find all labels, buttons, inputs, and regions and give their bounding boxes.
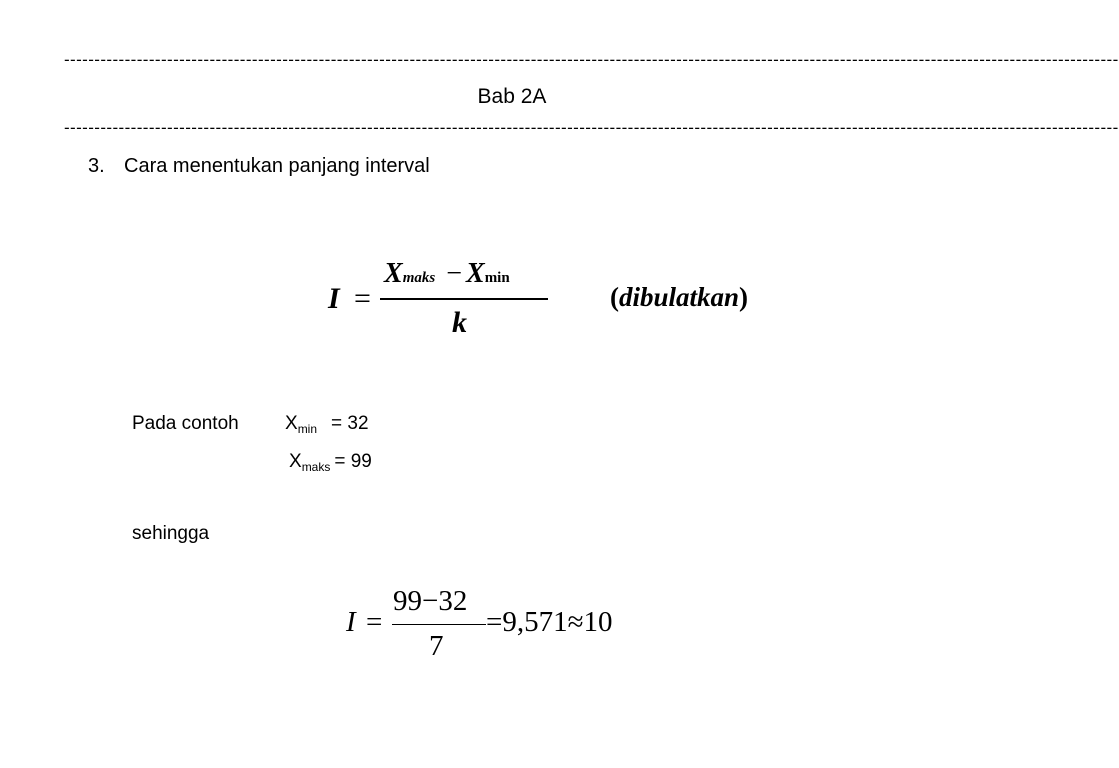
formula-denominator: k	[452, 306, 467, 339]
calc-approx: ≈	[567, 606, 584, 638]
xmin-var: X	[285, 413, 298, 434]
xmaks-var: X	[289, 451, 302, 472]
sehingga-text: sehingga	[132, 523, 210, 544]
calc-value: 9,571	[502, 606, 568, 638]
example-xmaks	[289, 450, 372, 474]
calc-rounded: 10	[583, 606, 613, 638]
calc-result	[486, 606, 613, 639]
page-title: Bab 2A	[477, 85, 547, 108]
section-number: 3.	[88, 155, 105, 177]
formula-lhs: I	[328, 282, 340, 315]
note-close: )	[739, 282, 749, 312]
note-text: dibulatkan	[619, 282, 740, 312]
header-divider-top: ------------------------------------------------------------------------------------------------------------------------------------------------------------------------------	[64, 50, 1119, 69]
note-open: (	[610, 282, 619, 312]
formula-note	[610, 282, 748, 313]
calc-lhs: I	[346, 606, 356, 638]
formula-fraction-line	[380, 298, 548, 300]
numerator-sub-b: min	[484, 270, 510, 286]
xmaks-sub: maks	[301, 460, 331, 474]
numerator-var-a: X	[384, 258, 403, 289]
header-divider-bottom: ------------------------------------------------------------------------------------------------------------------------------------------------------------------------------	[64, 118, 1119, 137]
formula-equals: =	[354, 282, 371, 315]
calc-equals-2: =	[486, 606, 503, 638]
calc-fraction-line	[392, 624, 486, 625]
numerator-sub-a: maks	[402, 270, 436, 286]
section-heading-text: Cara menentukan panjang interval	[124, 155, 430, 177]
calc-equals: =	[366, 606, 383, 638]
example-xmin	[285, 412, 369, 436]
formula-numerator	[384, 258, 510, 290]
numerator-minus: −	[446, 258, 462, 289]
xmin-sub: min	[297, 422, 318, 436]
example-label: Pada contoh	[132, 413, 239, 434]
xmaks-value: = 99	[334, 451, 372, 472]
calc-numerator: 99−32	[393, 585, 468, 617]
xmin-value: = 32	[331, 413, 369, 434]
calc-denominator: 7	[429, 630, 444, 662]
numerator-var-b: X	[466, 258, 485, 289]
section-heading	[88, 153, 430, 179]
